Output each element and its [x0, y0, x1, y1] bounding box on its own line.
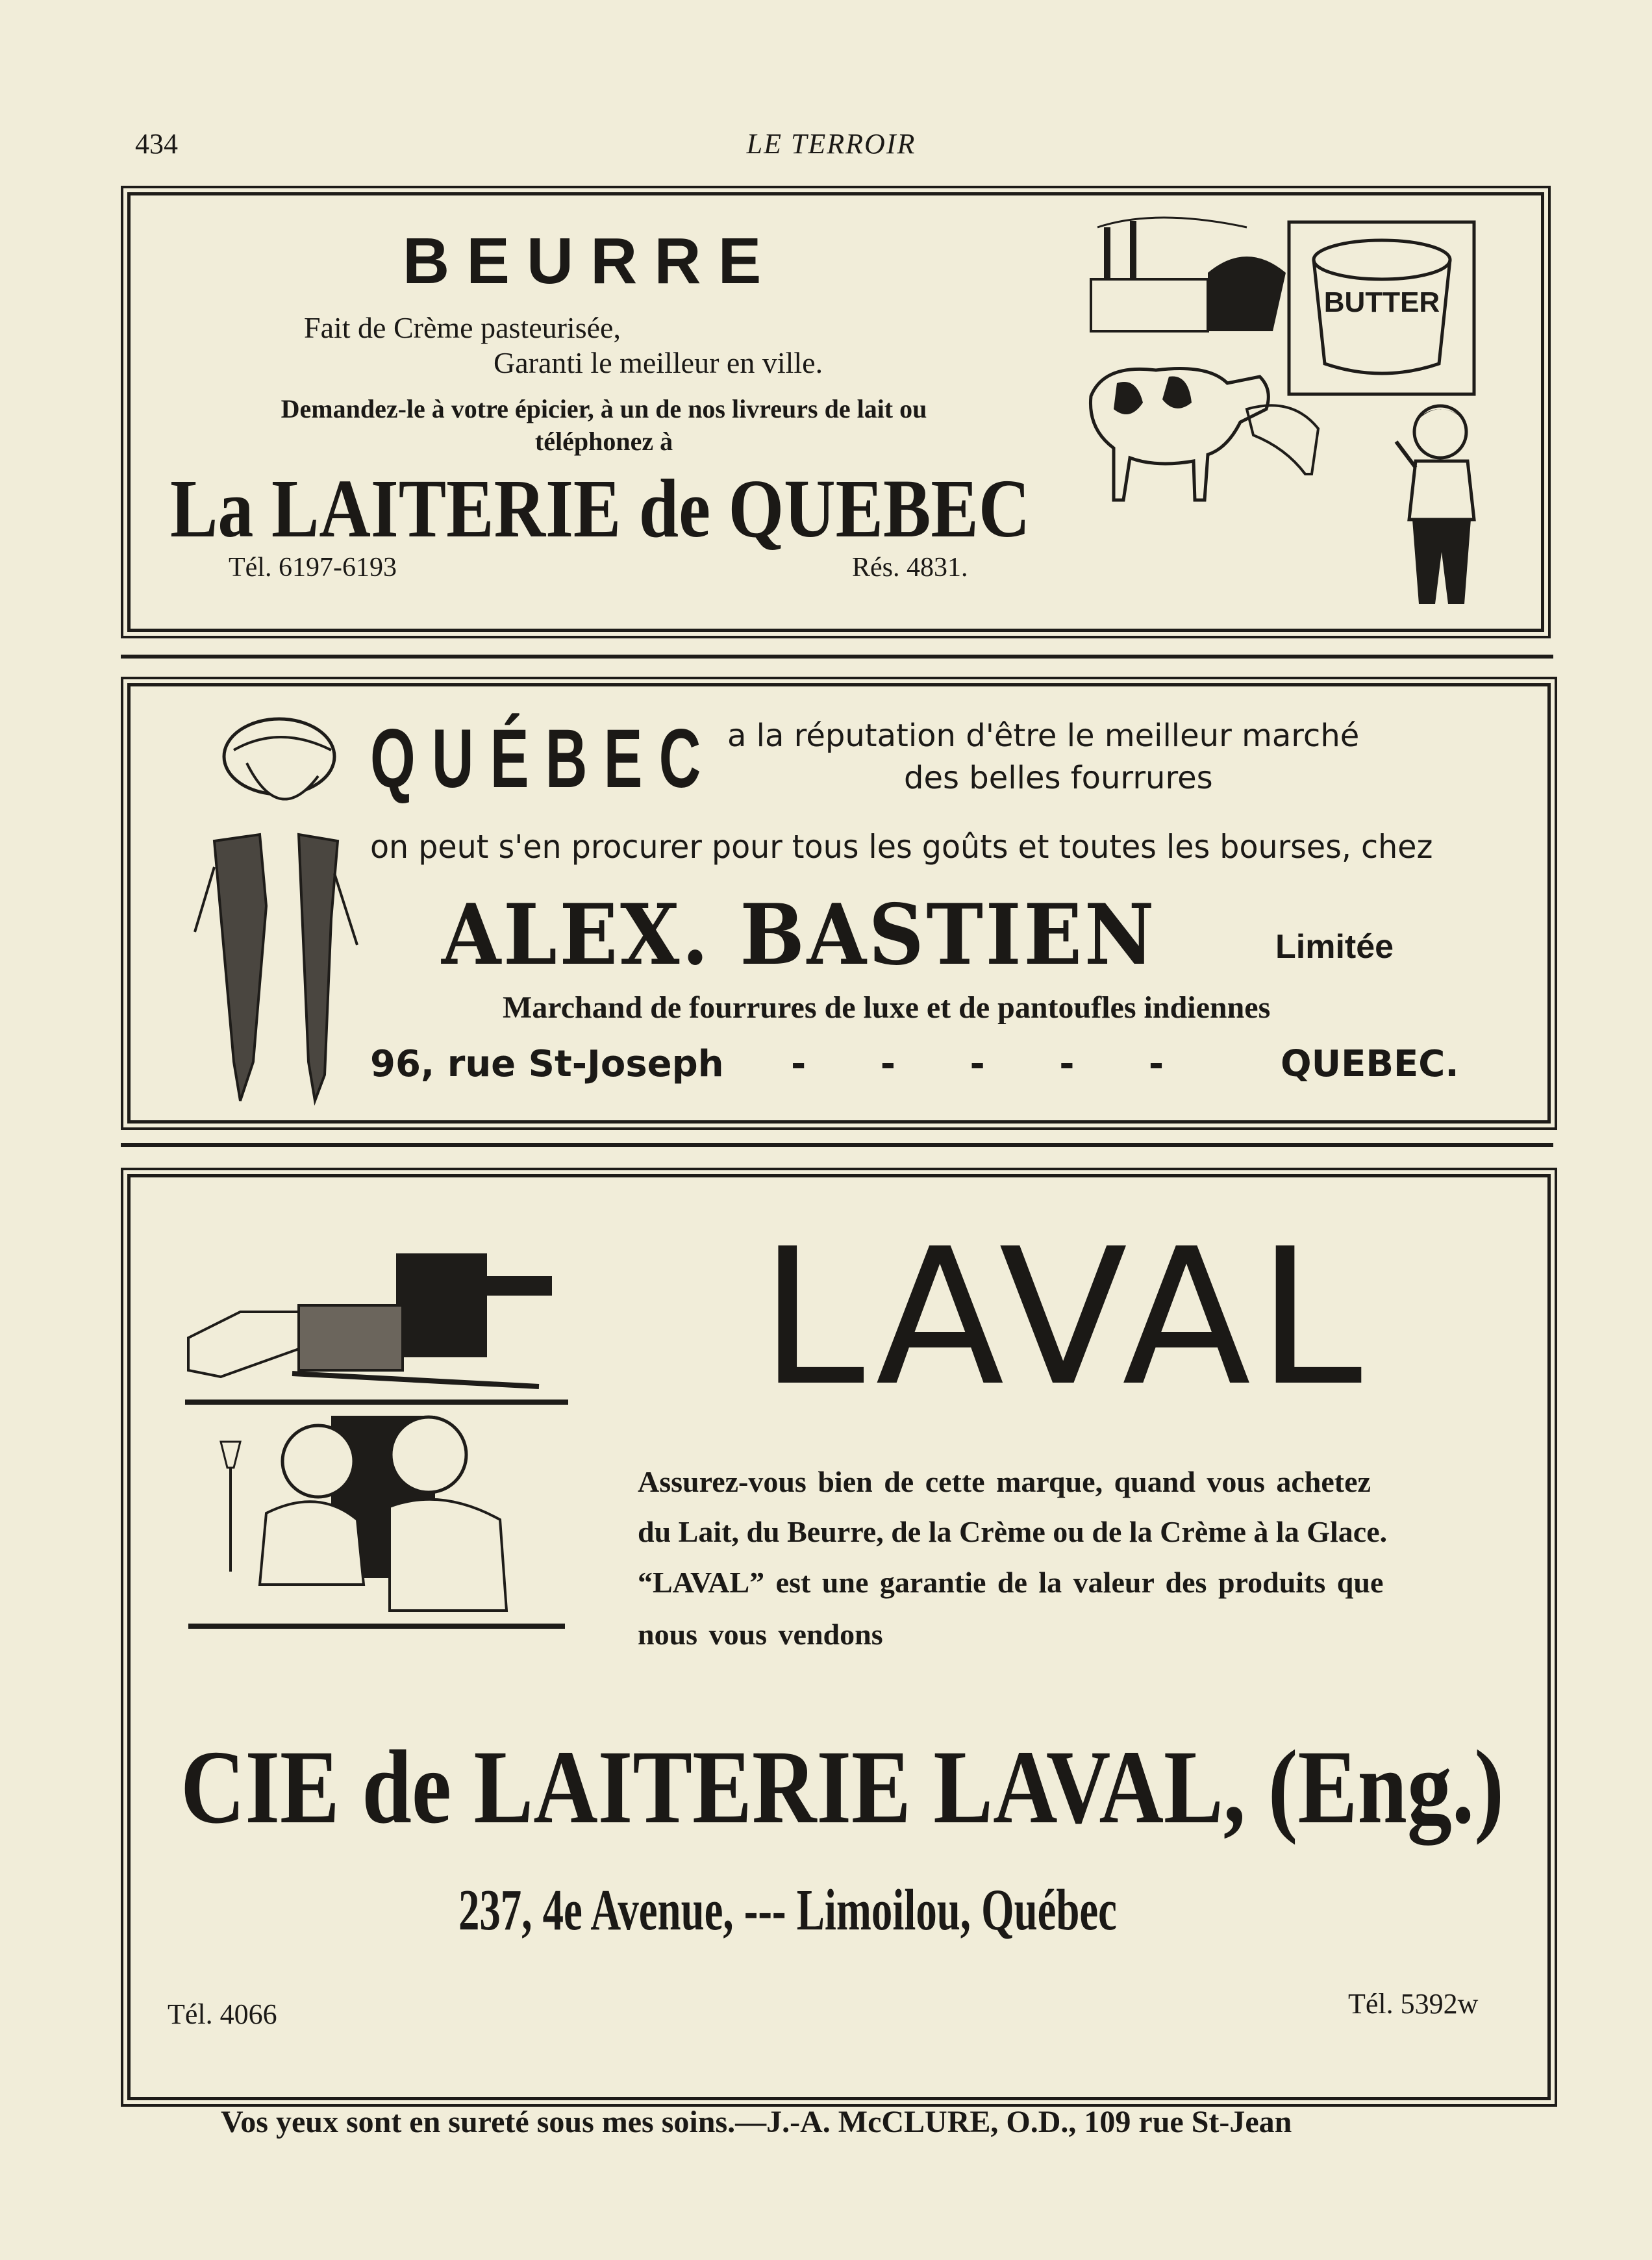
- beurre-tel: Tél. 6197-6193: [229, 553, 397, 583]
- bastien-line: on peut s'en procurer pour tous les goûts et toutes les bourses, chez: [370, 828, 1433, 866]
- bastien-description: Marchand de fourrures de luxe et de pantoufles indiennes: [503, 990, 1271, 1025]
- laval-body-3: “LAVAL” est une garantie de la valeur des produits que: [638, 1566, 1384, 1599]
- boy-icon: [1396, 406, 1474, 604]
- two-girls-icon: [188, 1416, 565, 1629]
- cow-icon: [1090, 369, 1318, 501]
- laval-tel-right: Tél. 5392w: [1348, 1988, 1479, 2020]
- butter-pail-icon: [1289, 222, 1474, 394]
- bastien-city: QUEBEC.: [1281, 1043, 1459, 1085]
- bastien-company: ALEX. BASTIEN: [442, 886, 1157, 984]
- footer-notice: Vos yeux sont en sureté sous mes soins.—J.-A. McCLURE, O.D., 109 rue St-Jean: [221, 2105, 1292, 2139]
- bastien-headline: QUÉBEC: [370, 712, 718, 805]
- divider-1: [121, 655, 1553, 659]
- laval-brand: LAVAL: [760, 1209, 1369, 1427]
- beurre-line-2: Garanti le meilleur en ville.: [494, 346, 823, 379]
- laval-body-4: nous vous vendons: [638, 1618, 883, 1651]
- bastien-suffix: Limitée: [1275, 928, 1394, 966]
- woman-in-furs-icon: [195, 719, 357, 1101]
- page-number: 434: [135, 128, 178, 160]
- laval-tel-left: Tél. 4066: [168, 1998, 277, 2030]
- laval-address: 237, 4e Avenue, --- Limoilou, Québec: [458, 1878, 1117, 1942]
- bastien-dashes: - - - - -: [791, 1043, 1173, 1085]
- fur-woman-illustration: [169, 711, 377, 1114]
- bastien-tagline-1: a la réputation d'être le meilleur marché: [727, 718, 1360, 754]
- beurre-title: BEURRE: [403, 225, 779, 297]
- divider-2: [121, 1143, 1553, 1147]
- cream-separator-icon: [185, 1253, 568, 1405]
- factory-icon: [1091, 218, 1286, 331]
- bastien-tagline-2: des belles fourrures: [904, 760, 1213, 796]
- running-title: LE TERROIR: [746, 128, 916, 160]
- beurre-line-4: téléphonez à: [534, 427, 673, 456]
- laval-company: CIE de LAITERIE LAVAL, (Eng.): [181, 1729, 1505, 1846]
- bastien-address: 96, rue St-Joseph: [370, 1043, 724, 1085]
- laval-illustration: [182, 1247, 571, 1663]
- laval-body-1: Assurez-vous bien de cette marque, quand vous achetez: [638, 1465, 1371, 1498]
- beurre-line-3: Demandez-le à votre épicier, à un de nos livreurs de lait ou: [281, 394, 927, 423]
- dairy-illustration: [1078, 214, 1494, 617]
- beurre-res: Rés. 4831.: [852, 553, 968, 583]
- beurre-company: La LAITERIE de QUEBEC: [170, 462, 1031, 555]
- laval-body-2: du Lait, du Beurre, de la Crème ou de la Crème à la Glace.: [638, 1515, 1388, 1548]
- butter-label: BUTTER: [1323, 286, 1440, 318]
- beurre-line-1: Fait de Crème pasteurisée,: [304, 311, 621, 344]
